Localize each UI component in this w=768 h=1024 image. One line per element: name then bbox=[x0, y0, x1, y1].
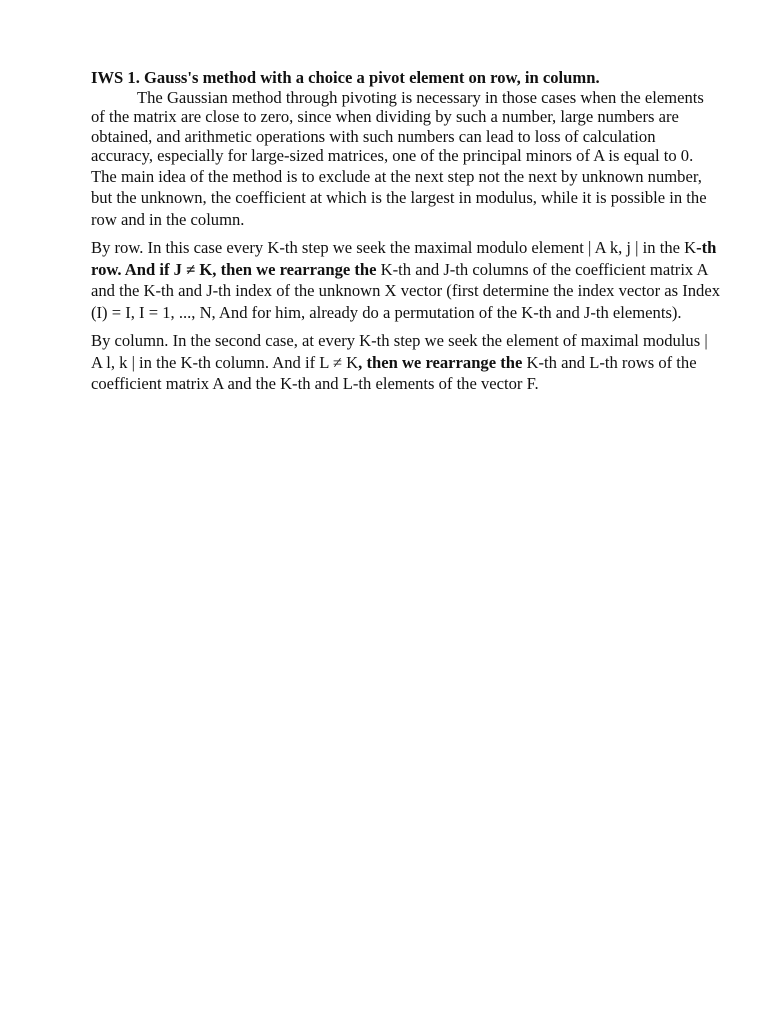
paragraph-by-column bbox=[91, 330, 721, 395]
by-row-text-1: By row. In this case every K-th step we seek the maximal modulo element | A k, j | in the K bbox=[91, 238, 697, 257]
by-row-text-bold: -th row. And if J ≠ K, then we rearrange the bbox=[91, 238, 717, 279]
paragraph-main-idea: The main idea of the method is to exclude at the next step not the next by unknown number, but the unknown, the coefficient at which is the largest in modulus, while it is possible in the row and in the column. bbox=[91, 166, 707, 229]
document-title: IWS 1. Gauss's method with a choice a pivot element on row, in column. bbox=[91, 68, 600, 87]
by-row-text-2: K-th and J-th columns of the coefficient matrix A and the K-th and J-th index of the unknown X vector (first determine the index vector as Index (I) = I, I = 1, ..., N, And for him, already do a permutation of the K-th and J-th elements). bbox=[91, 259, 720, 322]
document-page bbox=[91, 68, 721, 395]
by-column-text-bold: , then we rearrange the bbox=[358, 352, 523, 372]
paragraph-intro: The Gaussian method through pivoting is necessary in those cases when the elements of the matrix are close to zero, since when dividing by such a number, large numbers are obtained, and arithmetic operations with such numbers can lead to loss of calculation accuracy, especially for large-sized matrices, one of the principal minors of A is equal to 0. bbox=[91, 87, 704, 165]
paragraph-by-row bbox=[91, 237, 721, 323]
by-column-text-2: K-th and L-th rows of the coefficient matrix A and the K-th and L-th elements of the vector F. bbox=[91, 352, 697, 393]
by-column-text-1: By column. In the second case, at every K-th step we seek the element of maximal modulus | A l, k | in the K-th column. And if L ≠ K bbox=[91, 331, 708, 372]
